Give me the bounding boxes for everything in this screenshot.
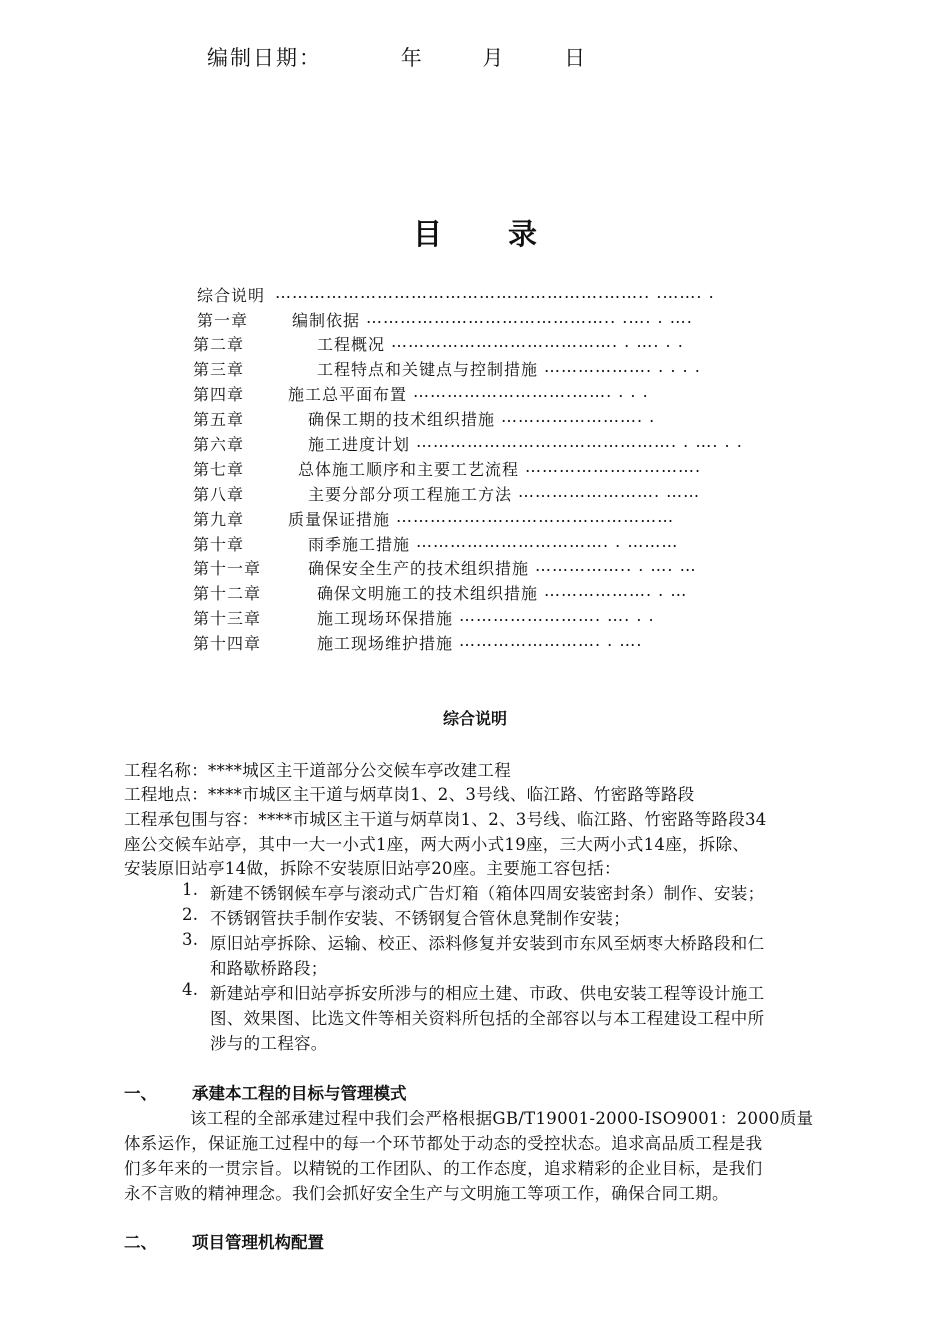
toc-item-name: 雨季施工措施 [308, 535, 411, 554]
list-item-line: 新建不锈钢候车亭与滚动式广告灯箱（箱体四周安装密封条）制作、安装； [210, 884, 765, 903]
list-item-number: 3. [182, 930, 199, 949]
section-1-line: 体系运作，保证施工过程中的每一个环节都处于动态的受控状态。追求高品质工程是我 [124, 1134, 763, 1153]
toc-item-leader-dots: ……………………….……. . . . [413, 382, 649, 401]
toc-item-leader-dots: ………………………………………………….…….. .……. . [275, 283, 715, 302]
toc-item-number: 第九章 [193, 510, 245, 529]
general-line: 安装原旧站亭14做，拆除不安装原旧站亭20座。主要施工容包括： [124, 859, 621, 878]
general-description-title: 综合说明 [442, 709, 507, 728]
toc-item-number: 第四章 [193, 385, 245, 404]
toc-item-number: 第十三章 [193, 609, 262, 628]
toc-item-name: 质量保证措施 [288, 510, 391, 529]
toc-item-leader-dots: …………….…………………………… [396, 507, 675, 526]
toc-item-number: 第十二章 [193, 584, 262, 603]
list-item-number: 1. [182, 880, 199, 899]
toc-item-leader-dots: …………………………. [525, 457, 702, 476]
general-line: 工程名称：****城区主干道部分公交候车亭改建工程 [124, 761, 511, 780]
toc-item-leader-dots: ………………. . … [544, 581, 688, 600]
list-item-line: 图、效果图、比选文件等相关资料所包括的全部容以与本工程建设工程中所 [210, 1009, 765, 1028]
list-item-line: 不锈钢管扶手制作安装、不锈钢复合管休息凳制作安装； [210, 909, 630, 928]
toc-item-leader-dots: ……………………. . [501, 407, 656, 426]
toc-item-name: 确保安全生产的技术组织措施 [308, 559, 530, 578]
toc-item-name: 施工总平面布置 [288, 385, 408, 404]
toc-item-name: 工程概况 [317, 335, 386, 354]
toc-item-leader-dots: …………………………………….. .…. . …. [366, 308, 693, 327]
toc-item-name: 总体施工顺序和主要工艺流程 [298, 460, 520, 479]
toc-item-number: 第六章 [193, 435, 245, 454]
general-line: 工程承包围与容：****市城区主干道与炳草岗1、2、3号线、临江路、竹密路等路段34 [124, 810, 767, 829]
toc-item-leader-dots: ………………. . . . . [544, 357, 701, 376]
toc-item-name: 主要分部分项工程施工方法 [308, 485, 513, 504]
toc-item-number: 第八章 [193, 485, 245, 504]
toc-item-leader-dots: ……………………. . …. [459, 631, 643, 650]
toc-item-number: 综合说明 [197, 286, 266, 305]
toc-item-name: 确保工期的技术组织措施 [308, 410, 496, 429]
toc-item-number: 第三章 [193, 360, 245, 379]
compile-date [207, 42, 587, 72]
section-1-number: 一、 [124, 1084, 157, 1103]
toc-item-number: 第一章 [197, 311, 249, 330]
toc-item-name: 施工现场环保措施 [317, 609, 454, 628]
toc-item-leader-dots: ……………………. …… [518, 482, 701, 501]
section-1-line: 永不言败的精神理念。我们会抓好安全生产与文明施工等项工作，确保合同工期。 [124, 1184, 729, 1203]
date-label: 编制日期： [207, 46, 322, 70]
toc-item-name: 施工现场维护措施 [317, 634, 454, 653]
toc-item-number: 第十章 [193, 535, 245, 554]
date-month: 月 [482, 46, 506, 70]
list-item-number: 2. [182, 905, 199, 924]
section-1-line: 该工程的全部承建过程中我们会严格根据GB/T19001-2000-ISO9001：2000质量 [190, 1109, 814, 1128]
toc-item-number: 第十一章 [193, 559, 262, 578]
general-line: 座公交候车站亭，其中一大一小式1座，两大两小式19座，三大两小式14座，拆除、 [124, 835, 750, 854]
section-2-number: 二、 [124, 1233, 157, 1252]
toc-item-name: 编制依据 [292, 311, 361, 330]
list-item-line: 涉与的工程容。 [210, 1034, 328, 1053]
toc-title: 目 录 [412, 217, 566, 251]
toc-item-leader-dots: …………….. . …. … [535, 556, 697, 575]
date-year: 年 [400, 46, 424, 70]
toc-item-name: 工程特点和关键点与控制措施 [317, 360, 539, 379]
toc-item-number: 第五章 [193, 410, 245, 429]
list-item-line: 新建站亭和旧站亭拆安所涉与的相应土建、市政、供电安装工程等设计施工 [210, 984, 765, 1003]
toc-item-name: 确保文明施工的技术组织措施 [317, 584, 539, 603]
date-day: 日 [564, 46, 588, 70]
toc-item-leader-dots: …………………………………. . …. . . [391, 332, 684, 351]
list-item-line: 和路歇桥路段； [210, 959, 328, 978]
toc-item-leader-dots: ……………………………. . ……… [416, 532, 679, 551]
toc-item-leader-dots: ………………………………………. . …. . . [416, 432, 743, 451]
section-1-line: 们多年来的一贯宗旨。以精锐的工作团队、的工作态度，追求精彩的企业目标，是我们 [124, 1159, 763, 1178]
list-item-number: 4. [182, 980, 199, 999]
toc-item-name: 施工进度计划 [308, 435, 411, 454]
section-2-title: 项目管理机构配置 [192, 1233, 324, 1252]
toc-item-number: 第二章 [193, 335, 245, 354]
toc-item-leader-dots: ……………………. …. . . [459, 606, 655, 625]
section-1-title: 承建本工程的目标与管理模式 [192, 1084, 407, 1103]
general-line: 工程地点：****市城区主干道与炳草岗1、2、3号线、临江路、竹密路等路段 [124, 785, 695, 804]
toc-item-number: 第十四章 [193, 634, 262, 653]
list-item-line: 原旧站亭拆除、运输、校正、添料修复并安装到市东风至炳枣大桥路段和仁 [210, 934, 765, 953]
toc-item-number: 第七章 [193, 460, 245, 479]
